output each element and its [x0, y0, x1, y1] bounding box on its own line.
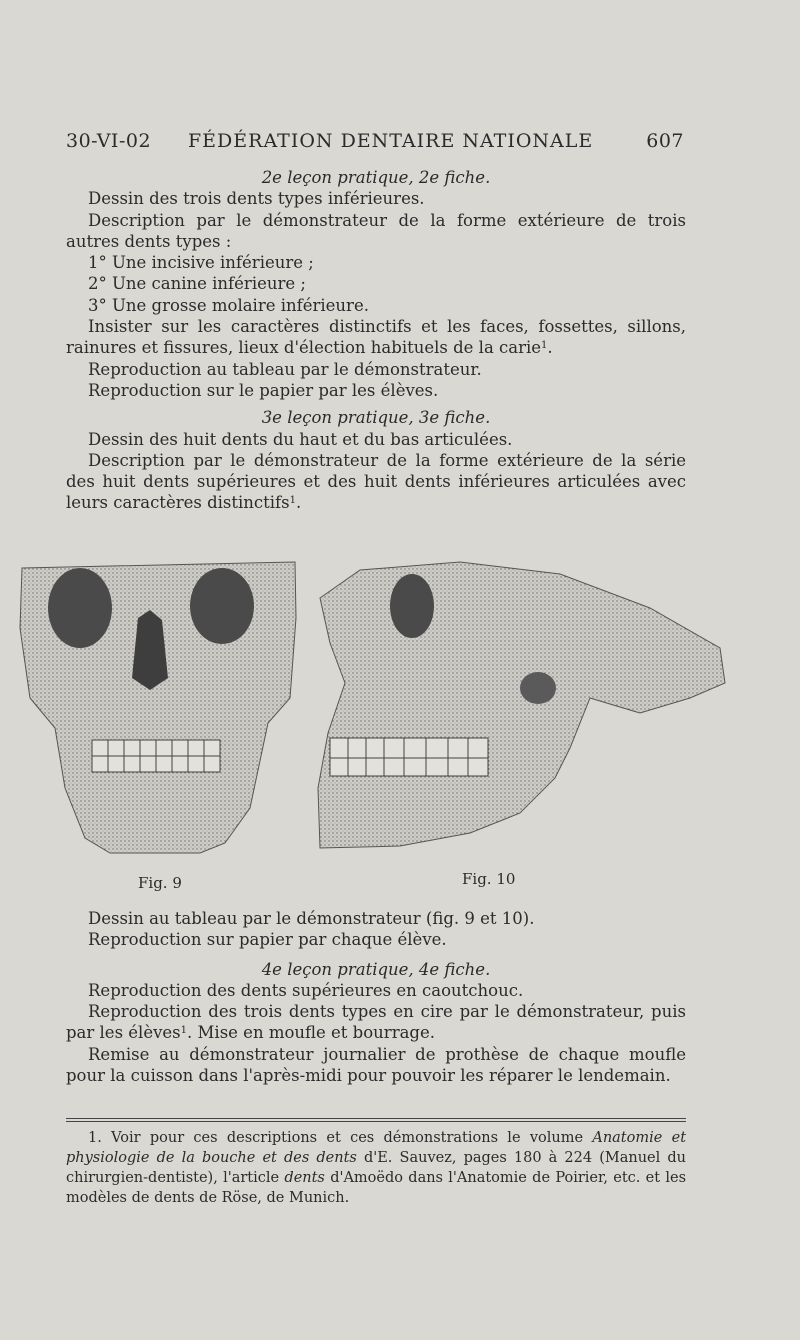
lesson2-line: Reproduction sur le papier par les élèves. — [88, 380, 439, 400]
lesson2-line: Description par le démonstrateur de la forme extérieure de trois autres dents types : — [66, 210, 686, 251]
fig9-caption: Fig. 9 — [138, 874, 182, 892]
footnote-ref: 1 — [289, 495, 297, 507]
header-title: FÉDÉRATION DENTAIRE NATIONALE — [188, 130, 594, 152]
footnote-divider — [66, 1121, 686, 1122]
page-number: 607 — [646, 130, 684, 152]
fig10-lateral-skull-drawing — [318, 562, 725, 848]
lesson2-heading: 2e leçon pratique, 2e fiche. — [261, 168, 491, 187]
after-figs-line: Dessin au tableau par le démonstrateur (fig. 9 et 10). — [88, 909, 535, 928]
figures — [0, 548, 800, 893]
lesson2-line: Dessin des trois dents types inférieures. — [88, 189, 425, 209]
fig10-caption: Fig. 10 — [462, 870, 516, 888]
lesson2-list-item: 2° Une canine inférieure ; — [88, 274, 306, 294]
lesson3-heading: 3e leçon pratique, 3e fiche. — [261, 408, 491, 428]
lesson4-line: Remise au démonstrateur journalier de prothèse de chaque moufle pour la cuisson dans l'après-midi pour pouvoir les réparer le lendemain. — [66, 1044, 686, 1086]
footnote-article-title: dents — [284, 1170, 325, 1186]
footnote-ref: 1 — [180, 1025, 188, 1037]
footnote-ref: 1 — [541, 340, 548, 352]
footnote-divider — [66, 1118, 686, 1119]
lesson4-line: Reproduction des dents supérieures en caoutchouc. — [88, 980, 524, 1000]
lesson3-line: Dessin des huit dents du haut et du bas articulées. — [88, 429, 513, 449]
lesson3-line: Description par le démonstrateur de la forme extérieure de la série des huit dents supérieures et des huit dents inférieures articulées avec leurs caractères distinctifs$^1$. — [66, 450, 686, 513]
lesson2-line: Reproduction au tableau par le démonstrateur. — [88, 359, 482, 379]
lesson4-heading: 4e leçon pratique, 4e fiche. — [261, 959, 491, 979]
after-figs-line: Reproduction sur papier par chaque élève. — [88, 930, 447, 950]
lesson4-line: Reproduction des trois dents types en cire par le démonstrateur, puis par les élèves$^1$. Mise en moufle et bourrage. — [66, 1002, 686, 1043]
footnote-book-title: Anatomie et physiologie de la bouche et des dents — [66, 1130, 687, 1166]
lower-text — [66, 908, 686, 1086]
lesson2-line: Insister sur les caractères distinctifs et les faces, fossettes, sillons, rainures et fissures, lieux d'élection habituels de la carie$^1$. — [66, 317, 686, 358]
header-date: 30-VI-02 — [66, 130, 152, 152]
fig9-frontal-skull-drawing — [20, 562, 296, 853]
lesson2-list-item: 3° Une grosse molaire inférieure. — [88, 295, 369, 315]
figures-drawing — [0, 548, 800, 893]
footnote: 1. Voir pour ces descriptions et ces démonstrations le volume Anatomie et physiologie de la bouche et des dents d'E. Sauvez, pages 180 à 224 (Manuel du chirurgien-dentiste), l'article dents d'Amoëdo dans l'Anatomie de Poirier, etc. et les modèles de dents de Röse, de Munich. — [66, 1130, 687, 1206]
lesson2-list-item: 1° Une incisive inférieure ; — [88, 253, 314, 273]
upper-text — [66, 164, 686, 514]
footnote-number: 1 — [88, 1130, 98, 1146]
running-header — [66, 130, 684, 158]
